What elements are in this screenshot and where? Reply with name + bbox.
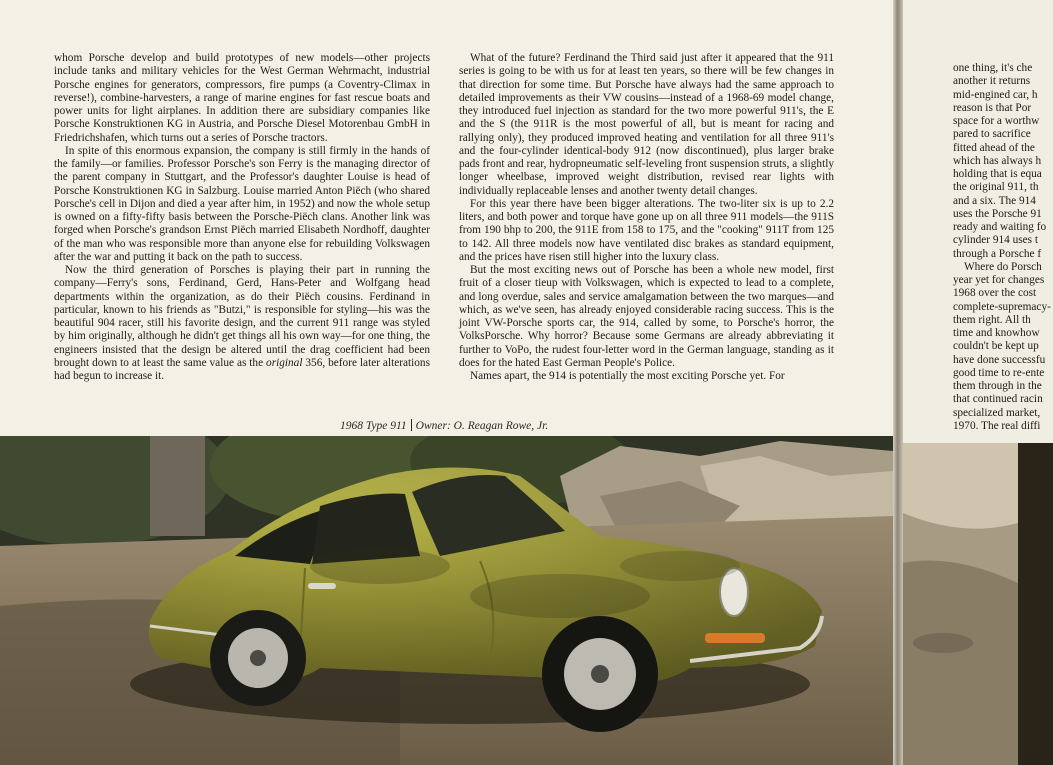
rocks-photo-illustration [903,443,1053,765]
text-line: the original 911, th [953,181,1039,194]
paragraph: In spite of this enormous expansion, the company is still firmly in the hands of the family—or families. Professor Porsche's son Ferry is the managing director of the parent company in Stuttgart, and the Professor's daughter Louise is head of Porsche Konstruktionen KG in Salzburg. Louise married Anton Piëch (who shared Porsche's cell in Dijon and died a year after him, in 1952) and now the whole setup is owned on a fifty-fifty basis between the Porsche-Piëch clans. Another link was forged when Porsche's grandson Ernst Piëch married Elisabeth Nordhoff, daughter of the man who was responsible more than anyone else for rebuilding Volkswagen after the war and putting it back on the path to success. [54,144,430,263]
text-line: pared to sacrifice [953,128,1031,141]
caption-owner: Owner: O. Reagan Rowe, Jr. [415,420,549,432]
text-line: that continued racin [953,393,1043,406]
porsche-photo-illustration [0,436,893,765]
text-line: holding that is equa [953,168,1042,180]
text-line: mid-engined car, h [953,88,1038,101]
text-line: good time to re-ente [953,366,1045,379]
article-column-3 [953,62,1053,433]
text-line: cylinder 914 uses t [953,234,1039,247]
text-line: complete-supremacy- [953,300,1051,313]
text-line: couldn't be kept up [953,340,1039,353]
photo-caption [340,419,860,432]
text-line: reason is that Por [953,101,1032,114]
article-column-2 [459,52,834,383]
paragraph: But the most exciting news out of Porsche has been a whole new model, first fruit of a closer tieup with Volkswagen, which is expected to lead to a complete, and long overdue, sales and service amalgamation between the two marques—and which, as we've seen, has already enjoyed considerable racing success. This is the joint VW-Porsche sports car, the 914, called by some, to Porsche's horror, the VolksPorsche. Why horror? Because some Germans are already abbreviating it further to VoPo, the rudest four-letter word in the German language, standing as it does for the hated East German People's Police. [459,264,834,369]
text-line: space for a worthw [953,115,1040,127]
text-line: have done successfu [953,353,1046,366]
text-line: time and knowhow [953,327,1040,339]
page-gutter [893,0,903,765]
text-line: fitted ahead of the [953,141,1035,154]
text-line: one thing, it's che [953,62,1033,74]
rear-wheel [210,610,306,706]
text-line: Where do Porsch [964,260,1042,273]
text-line: year yet for changes [953,274,1045,286]
article-column-1 [54,52,430,383]
text-line: ready and waiting fo [953,221,1047,233]
paragraph: whom Porsche develop and build prototypes of new models—other projects include tanks and military vehicles for the West German Wehrmacht, industrial Porsche engines for generators, compressors, fire pumps (a Coventry-Climax in reverse!), combine-harvesters, a range of marine engines for fast rescue boats and power units for light airplanes. In addition there are subsidiary companies like Porsche Konstruktionen KG in Austria, and Porsche Diesel Motorenbau GmbH in Friedrichshafen, which turns out a series of Porsche tractors. [54,52,430,144]
text-line: and a six. The 914 [953,194,1036,207]
text-line: them through in the [953,380,1042,392]
text-line: specialized market, [953,406,1041,419]
text-line: which has always h [953,154,1042,167]
text-line: through a Porsche f [953,247,1042,260]
front-wheel [542,616,658,732]
text-line: another it returns [953,75,1031,88]
text-line: 1968 over the cost [953,287,1037,300]
text-line: them right. All th [953,313,1031,326]
text-line: uses the Porsche 91 [953,207,1042,220]
right-photo-strip [903,443,1053,765]
caption-model: 1968 Type 911 [340,420,407,432]
paragraph: Now the third generation of Porsches is playing their part in running the company—Ferry's sons, Ferdinand, Gerd, Hans-Peter and Wolfgang head departments within the organization, as do their Piëch cousins. Ferdinand in particular, known to his friends as "Butzi," is responsible for styling—his was the beautiful 904 racer, still his favorite design, and the current 911 range was styled by him originally, although he didn't get things all his own way—for one thing, the engineers insisted that the design be altered until the drag coefficient had been brought down to at least the same value as the original 356, before later alterations had begun to increase it. [54,264,430,382]
text-line: 1970. The real diffi [953,419,1041,432]
paragraph: Names apart, the 914 is potentially the most exciting Porsche yet. For [470,370,785,382]
car-photo [0,436,893,765]
paragraph: For this year there have been bigger alterations. The two-liter six is up to 2.2 liters, and both power and torque have gone up on all three 911 models—the 911S from 190 bhp to 200, the 911E from 158 to 175, and the "cooking" 911T from 125 to 142. All three models now have ventilated disc brakes as standard equipment, and the prices have risen still higher into the luxury class. [459,197,834,263]
paragraph: What of the future? Ferdinand the Third said just after it appeared that the 911 series is going to be with us for at least ten years, so there will be few changes in that direction for some time. But Porsche have always had the same approach to detailed improvements as their VW cousins—instead of a 1968-69 model change, they introduced fuel injection as standard for the two more powerful 911's, the E and the S (the 911R is the most powerful of all, but is meant for racing and rallying only), they produced improved heating and ventilation for all three 911's and the four-cylinder identical-body 912 (now discontinued), plus larger brake pads front and rear, hydropneumatic self-leveling front suspension struts, a slightly longer wheelbase, improved weight distribution, revised rear lights with individually replaceable lenses and another twenty detail changes. [459,52,834,197]
caption-divider [411,419,412,431]
